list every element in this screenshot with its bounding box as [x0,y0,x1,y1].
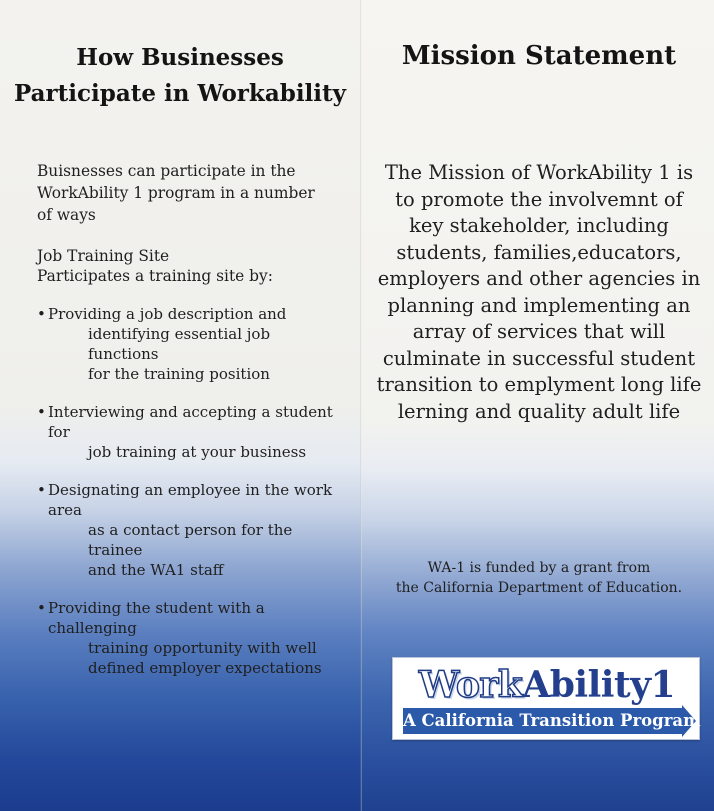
logo-number: 1 [650,664,676,706]
intro-line: Buisnesses can participate in the [37,162,296,180]
funding-line: WA-1 is funded by a grant from [427,560,651,576]
bullet-line: and the WA1 staff [88,561,224,579]
funding-line: the California Department of Education. [395,580,683,596]
bullet-item [37,598,337,678]
bullet-line: for the training position [88,365,270,383]
left-title-line-2: Participate in Workability [13,80,347,107]
bullet-line: Interviewing and accepting a student for [48,403,333,441]
mission-line: The Mission of WorkAbility 1 is [384,161,694,184]
bullet-dot: • [37,481,46,499]
job-training-site-heading [37,246,337,286]
mission-line: key stakeholder, including [409,214,669,237]
site-heading-line: Job Training Site [37,247,170,265]
panel-fold [360,0,362,811]
mission-line: planning and implementing an [387,293,691,317]
intro-paragraph [37,160,337,226]
bullet-line: defined employer expectations [88,659,322,677]
participation-bullet-list [37,304,337,696]
bullet-line: as a contact person for the trainee [88,521,293,559]
bullet-item [37,402,337,462]
bullet-line: Providing the student with a challenging [48,599,265,637]
logo-tagline: A California Transition Program [403,711,701,730]
mission-statement-title: Mission Statement [401,41,677,71]
mission-line: array of services that will [412,320,666,343]
mission-line: culminate in successful student [382,346,696,370]
bullet-line: job training at your business [88,443,307,461]
intro-line: WorkAbility 1 program in a number [37,184,315,202]
bullet-line: identifying essential job functions [88,325,271,363]
mission-line: transition to emplyment long life [376,373,702,396]
bullet-line: Providing a job description and [48,305,287,323]
mission-line: employers and other agencies in [377,267,701,290]
intro-line: of ways [37,206,96,224]
mission-line: lerning and quality adult life [397,399,681,423]
mission-paragraph [364,160,714,425]
bullet-dot: • [37,403,46,421]
mission-line: to promote the involvemnt of [395,187,683,211]
bullet-item [37,304,337,384]
funding-note [364,558,714,598]
bullet-item [37,480,337,580]
left-panel-title [0,40,360,112]
bullet-line: training opportunity with well [88,639,317,657]
mission-line: students, families,educators, [396,240,682,264]
workability-logo [392,657,700,740]
site-heading-line: Participates a training site by: [37,267,273,285]
logo-wordmark [393,662,701,708]
bullet-line: Designating an employee in the work area [48,481,333,519]
logo-word-work: Work [418,664,523,706]
logo-word-ability: Ability [522,664,651,706]
bullet-dot: • [37,599,46,617]
left-title-line-1: How Businesses [76,44,284,71]
bullet-dot: • [37,305,46,323]
